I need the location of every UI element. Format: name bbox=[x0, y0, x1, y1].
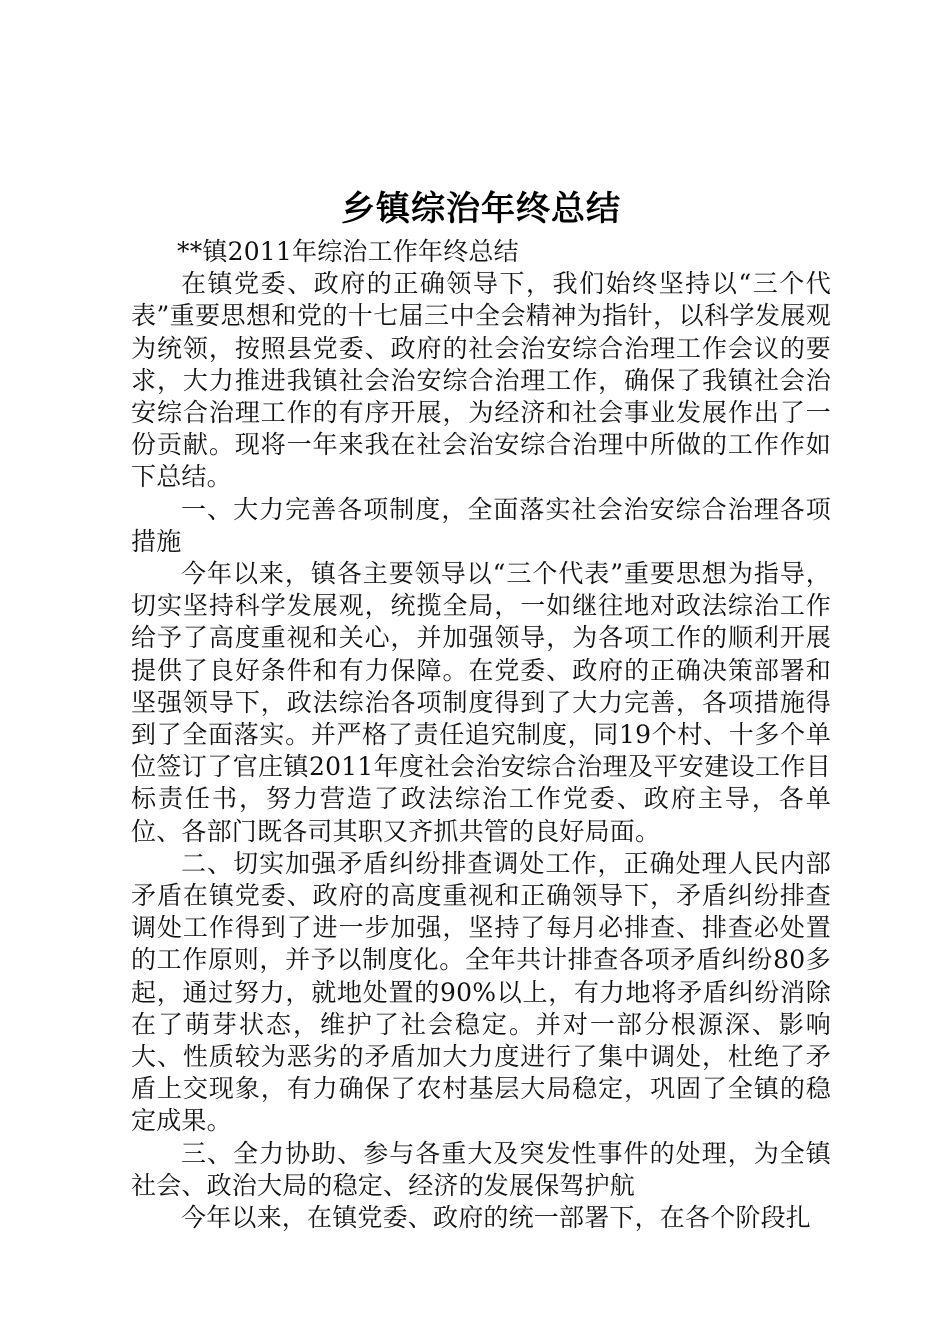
document-subtitle: **镇2011年综治工作年终总结 bbox=[177, 237, 519, 266]
intro-paragraph: 在镇党委、政府的正确领导下，我们始终坚持以“三个代表”重要思想和党的十七届三中全会精神为指针，以科学发展观为统领，按照县党委、政府的社会治安综合治理工作会议的要求，大力推进我镇社会治安综合治理工作，确保了我镇社会治安综合治理工作的有序开展，为经济和社会事业发展作出了一份贡献。现将一年来我在社会治安综合治理中所做的工作作如下总结。 bbox=[131, 269, 831, 492]
section-heading-3: 三、全力协助、参与各重大及突发性事件的处理，为全镇社会、政治大局的稳定、经济的发展保驾护航 bbox=[131, 1138, 831, 1200]
section-body-3: 今年以来，在镇党委、政府的统一部署下，在各个阶段扎 bbox=[181, 1203, 812, 1233]
document-title: 乡镇综治年终总结 bbox=[341, 189, 621, 229]
section-heading-1: 一、大力完善各项制度，全面落实社会治安综合治理各项措施 bbox=[131, 494, 831, 556]
section-body-1: 今年以来，镇各主要领导以“三个代表”重要思想为指导，切实坚持科学发展观，统揽全局，一如继往地对政法综治工作给予了高度重视和关心，并加强领导，为各项工作的顺利开展提供了良好条件和有力保障。在党委、政府的正确决策部署和坚强领导下，政法综治各项制度得到了大力完善，各项措施得到了全面落实。并严格了责任追究制度，同19个村、十多个单位签订了官庄镇2011年度社会治安综合治理及平安建设工作目标责任书，努力营造了政法综治工作党委、政府主导，各单位、各部门既各司其职又齐抓共管的良好局面。 bbox=[131, 559, 831, 846]
section-heading-2: 二、切实加强矛盾纠纷排查调处工作，正确处理人民内部矛盾在镇党委、政府的高度重视和正确领导下，矛盾纠纷排查调处工作得到了进一步加强，坚持了每月必排查、排查必处置的工作原则，并予以制度化。全年共计排查各项矛盾纠纷80多起，通过努力，就地处置的90%以上，有力地将矛盾纠纷消除在了萌芽状态，维护了社会稳定。并对一部分根源深、影响大、性质较为恶劣的矛盾加大力度进行了集中调处，杜绝了矛盾上交现象，有力确保了农村基层大局稳定，巩固了全镇的稳定成果。 bbox=[131, 848, 831, 1136]
document-page bbox=[131, 182, 831, 1234]
